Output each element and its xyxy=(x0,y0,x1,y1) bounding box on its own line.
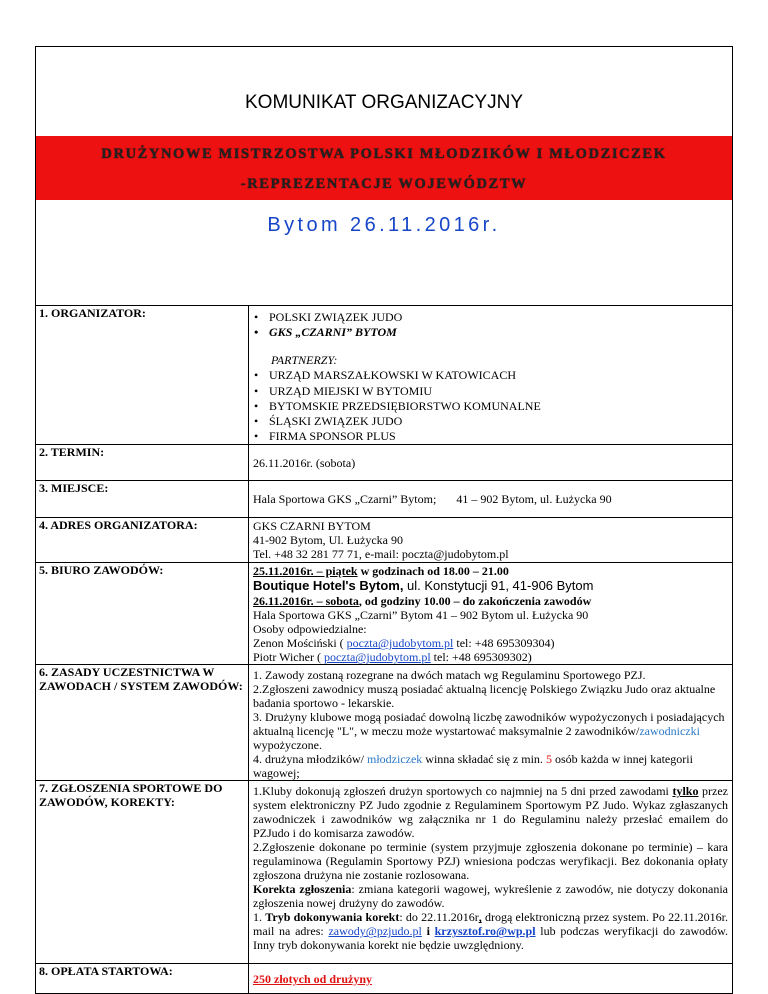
row-label: 5. BIURO ZAWODÓW: xyxy=(36,563,249,665)
office-date-2: 26.11.2016r. – sobota, od godziny 10.00 – do zakończenia zawodów xyxy=(253,594,592,609)
row-label: 7. ZGŁOSZENIA SPORTOWE DO ZAWODÓW, KOREKTY: xyxy=(36,781,249,964)
rules-paragraph: 1. Zawody zostaną rozegrane na dwóch matach wg Regulaminu Sportowego PZJ. xyxy=(253,668,646,683)
table-row xyxy=(36,481,733,518)
row-label: 8. OPŁATA STARTOWA: xyxy=(36,964,249,994)
address-cell xyxy=(249,518,733,563)
contacts-label: Osoby odpowiedzialne: xyxy=(253,622,367,637)
entries-paragraph: 1.Kluby dokonują zgłoszeń drużyn sportowych co najmniej na 5 dni przed zawodami tylko przez system elektroniczny PZ Judo zgodnie z Regulaminem Sportowym PZ Judo. Wykaz zgłaszanych zawodniczek i zawodników wg załącznika nr 1 do Regulaminu należy przesłać emailem do PZJudo i do komisarza zawodów. xyxy=(253,784,728,841)
miejsce-value xyxy=(249,481,733,518)
entries-paragraph: Korekta zgłoszenia: zmiana kategorii wagowej, wykreślenie z zawodów, nie dotyczy dokonania zgłoszenia nowej drużyny do zawodów. xyxy=(253,882,729,911)
list-item: • BYTOMSKIE PRZEDSIĘBIORSTWO KOMUNALNE xyxy=(269,399,728,414)
rules-paragraph: 3. Drużyny klubowe mogą posiadać dowolną liczbę zawodników wypożyczonych i posiadających aktualną licencję "L", w meczu może wystartować maksymalnie 2 zawodników/zawodniczki wypożyczone. xyxy=(253,710,725,753)
table-row xyxy=(36,518,733,563)
list-item: • GKS „CZARNI” BYTOM xyxy=(269,325,728,340)
info-table xyxy=(35,305,733,994)
entries-paragraph: 2.Zgłoszenie dokonane po terminie (system przyjmuje zgłoszenia dokonane po terminie) – kara regulaminowa (Regulamin Sportowy PZJ) wniesiona podczas weryfikacji. Bez dokonania opłaty zgłoszona drużyna nie zostanie rozlosowana. xyxy=(253,840,728,883)
table-row xyxy=(36,781,733,964)
table-row xyxy=(36,964,733,994)
venue-name: Hala Sportowa GKS „Czarni” Bytom; xyxy=(253,492,437,507)
termin-value: 26.11.2016r. (sobota) xyxy=(249,445,733,481)
banner-line-1: DRUŻYNOWE MISTRZOSTWA POLSKI MŁODZIKÓW I MŁODZICZEK xyxy=(101,146,667,162)
row-label: 6. ZASADY UCZESTNICTWA W ZAWODACH / SYSTEM ZAWODÓW: xyxy=(36,665,249,781)
email-link[interactable]: zawody@pzjudo.pl xyxy=(328,924,422,939)
organizer-cell xyxy=(249,306,733,445)
row-label: 1. ORGANIZATOR: xyxy=(36,306,249,445)
rules-paragraph: 4. drużyna młodzików/ młodziczek winna składać się z min. 5 osób każda w innej kategorii wagowej; xyxy=(253,752,693,781)
header-box xyxy=(35,46,733,305)
row-label: 4. ADRES ORGANIZATORA: xyxy=(36,518,249,563)
row-label: 2. TERMIN: xyxy=(36,445,249,481)
row-label: 3. MIEJSCE: xyxy=(36,481,249,518)
address-line: Tel. +48 32 281 77 71, e-mail: poczta@judobytom.pl xyxy=(253,547,509,562)
hotel-line xyxy=(253,578,728,594)
rules-cell xyxy=(249,665,733,781)
office-date-1: 25.11.2016r. – piątek w godzinach od 18.00 – 21.00 xyxy=(253,564,509,579)
list-item: • FIRMA SPONSOR PLUS xyxy=(269,429,728,444)
rules-paragraph: 2.Zgłoszeni zawodnicy muszą posiadać aktualną licencję Polskiego Związku Judo oraz aktualne badania sportowo - lekarskie. xyxy=(253,682,716,711)
partners-list xyxy=(251,368,728,444)
hall-line: Hala Sportowa GKS „Czarni” Bytom 41 – 902 Bytom ul. Łużycka 90 xyxy=(253,608,589,623)
hotel-address: ul. Konstytucji 91, 41-906 Bytom xyxy=(403,578,594,594)
organizer-list xyxy=(251,310,728,340)
address-line: GKS CZARNI BYTOM xyxy=(253,519,371,534)
document-title: KOMUNIKAT ORGANIZACYJNY xyxy=(245,92,523,113)
contact-line: Piotr Wicher ( poczta@judobytom.pl tel: +48 695309302) xyxy=(253,650,532,665)
venue-address: 41 – 902 Bytom, ul. Łużycka 90 xyxy=(456,492,612,507)
partners-label: PARTNERZY: xyxy=(271,353,338,368)
hotel-name: Boutique Hotel's Bytom, xyxy=(253,578,404,594)
contact-email-link[interactable]: poczta@judobytom.pl xyxy=(323,650,431,665)
city-date: Bytom 26.11.2016r. xyxy=(267,214,501,236)
banner-line-2: -REPREZENTACJE WOJEWÓDZTW xyxy=(240,176,528,192)
fee-value: 250 złotych od drużyny xyxy=(253,971,373,986)
document xyxy=(35,46,733,994)
list-item: • POLSKI ZWIĄZEK JUDO xyxy=(269,310,728,325)
address-line: 41-902 Bytom, Ul. Łużycka 90 xyxy=(253,533,403,548)
entries-paragraph: 1. Tryb dokonywania korekt: do 22.11.2016r, drogą elektroniczną przez system. Po 22.11.2016r. mail na adres: zawody@pzjudo.pl i krzysztof.ro@wp.pl lub podczas weryfikacji do zawodów. Inny tryb dokonywania korekt nie będzie uwzględniony. xyxy=(253,910,728,953)
list-item: • URZĄD MARSZAŁKOWSKI W KATOWICACH xyxy=(269,368,728,383)
office-cell xyxy=(249,563,733,665)
table-row xyxy=(36,445,733,481)
list-item: • ŚLĄSKI ZWIĄZEK JUDO xyxy=(269,414,728,429)
entries-cell xyxy=(249,781,733,964)
email-link[interactable]: krzysztof.ro@wp.pl xyxy=(434,924,536,939)
contact-line: Zenon Mościński ( poczta@judobytom.pl tel: +48 695309304) xyxy=(253,636,555,651)
red-banner xyxy=(36,136,732,200)
contact-email-link[interactable]: poczta@judobytom.pl xyxy=(346,636,454,651)
table-row xyxy=(36,563,733,665)
table-row xyxy=(36,306,733,445)
table-row xyxy=(36,665,733,781)
fee-cell xyxy=(249,964,733,994)
list-item: • URZĄD MIEJSKI W BYTOMIU xyxy=(269,384,728,399)
